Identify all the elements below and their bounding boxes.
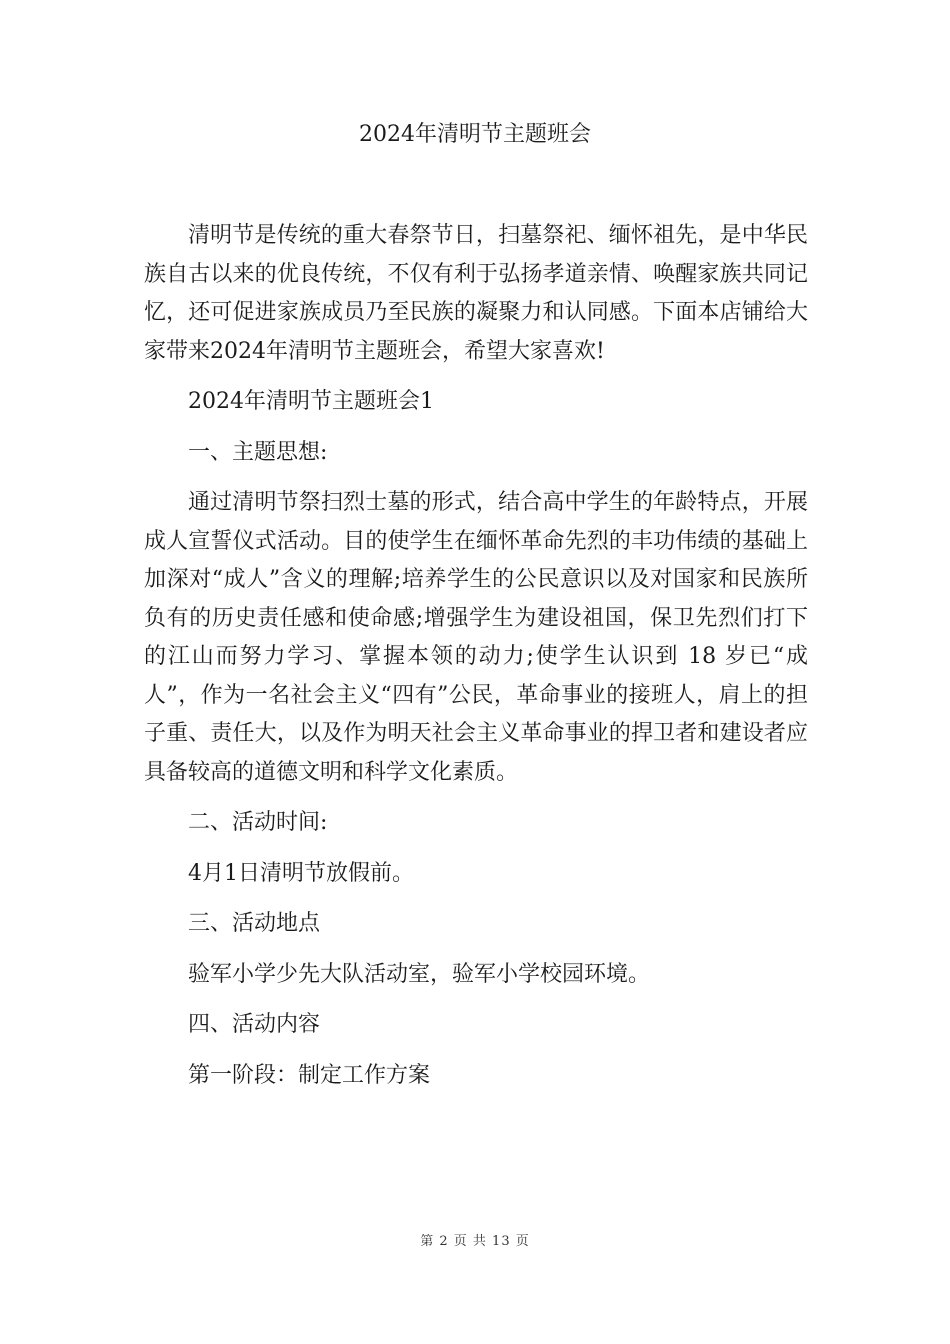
subheading-content: 四、活动内容 [188,1012,321,1037]
time-paragraph: 4月1日清明节放假前。 [188,860,414,886]
location-paragraph: 验军小学少先大队活动室，验军小学校园环境。 [188,961,651,987]
theme-paragraph: 通过清明节祭扫烈士墓的形式，结合高中学生的年龄特点，开展成人宣誓仪式活动。目的使学生在缅怀革命先烈的丰功伟绩的基础上加深对“成人”含义的理解;培养学生的公民意识以及对国家和民族所负有的历史责任感和使命感;增强学生为建设祖国，保卫先烈们打下的江山而努力学习、掌握本领的动力;使学生认识到 18 岁已“成人”，作为一名社会主义“四有”公民，革命事业的接班人，肩上的担子重、责任大，以及作为明天社会主义革命事业的捍卫者和建设者应具备较高的道德文明和科学文化素质。 [144,490,808,785]
document-title: 2024年清明节主题班会 [359,122,591,147]
subheading-theme: 一、主题思想: [188,439,328,465]
page-number-footer: 第 2 页 共 13 页 [420,1234,530,1249]
section-heading: 2024年清明节主题班会1 [188,389,434,414]
intro-paragraph: 清明节是传统的重大春祭节日，扫墓祭祀、缅怀祖先，是中华民族自古以来的优良传统，不仅有利于弘扬孝道亲情、唤醒家族共同记忆，还可促进家族成员乃至民族的凝聚力和认同感。下面本店铺给大家带来2024年清明节主题班会，希望大家喜欢! [144,223,808,364]
subheading-time: 二、活动时间: [188,810,328,835]
document-body [144,217,808,1095]
subheading-location: 三、活动地点 [188,911,321,936]
stage-one-paragraph: 第一阶段：制定工作方案 [188,1062,431,1088]
